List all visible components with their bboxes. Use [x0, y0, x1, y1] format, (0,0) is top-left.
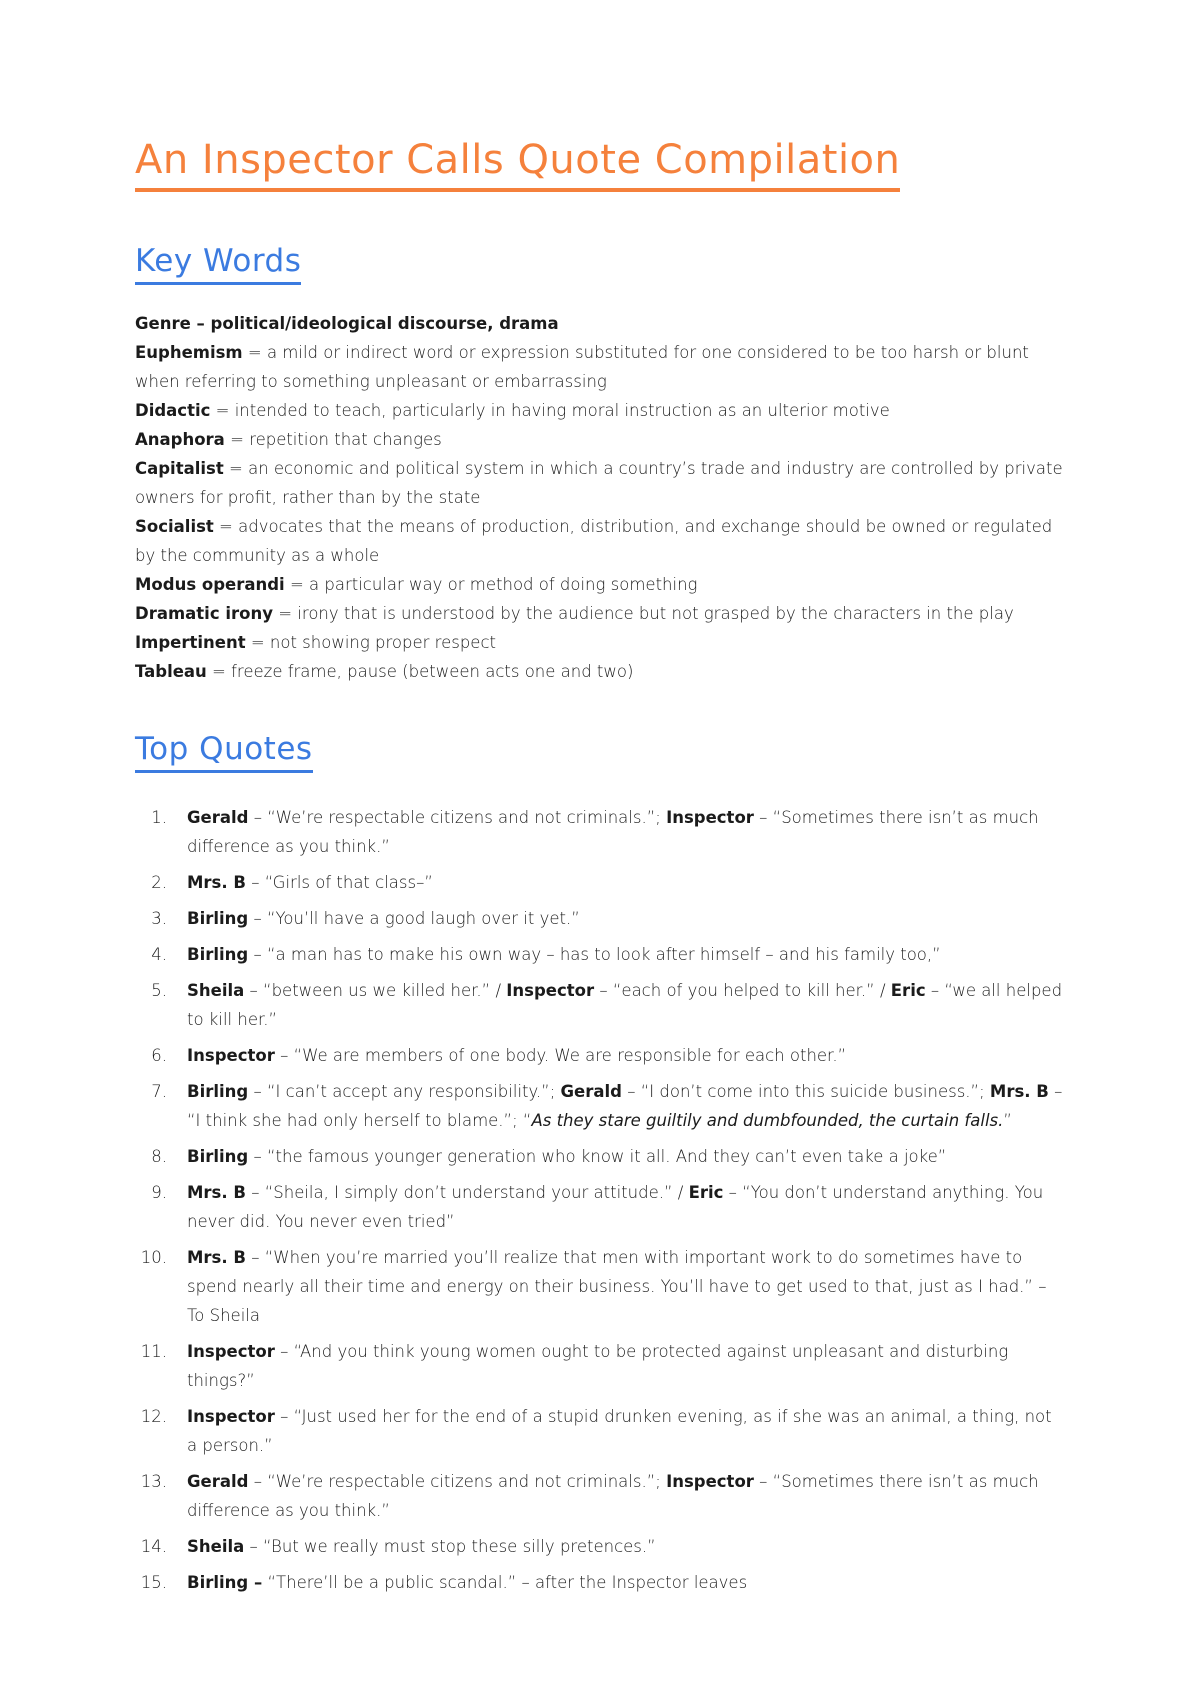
key-words-heading: Key Words — [135, 244, 301, 285]
quote-text: Inspector – “And you think young women ought to be protected against unpleasant and disturbing things?” — [187, 1342, 1009, 1391]
key-word-term: Tableau — [135, 662, 207, 682]
key-words-section — [135, 244, 1065, 686]
quote-number: 7. — [151, 1082, 167, 1102]
top-quotes-section — [135, 732, 1065, 1597]
key-word-term: Genre — [135, 314, 191, 334]
quote-text: Mrs. B – “Sheila, I simply don’t understand your attitude.” / Eric – “You don’t understand anything. You never did. You never even tried” — [187, 1183, 1044, 1232]
key-word-entry — [135, 628, 1065, 657]
quote-text: Inspector – “We are members of one body. We are responsible for each other.” — [187, 1046, 847, 1066]
quote-item — [135, 976, 1065, 1034]
quote-number: 14. — [140, 1537, 167, 1557]
quote-number: 6. — [151, 1046, 167, 1066]
quote-text: Mrs. B – “When you’re married you’ll realize that men with important work to do sometimes have to spend nearly all their time and energy on their business. You’ll have to get used to that, just as I had.” – To Sheila — [187, 1248, 1047, 1326]
key-word-entry — [135, 599, 1065, 628]
key-word-definition: – political/ideological discourse, drama — [190, 314, 559, 334]
quote-number: 4. — [151, 945, 167, 965]
key-word-definition: = a mild or indirect word or expression substituted for one considered to be too harsh or blunt when referring to something unpleasant or embarrassing — [135, 343, 1029, 392]
top-quotes-heading: Top Quotes — [135, 732, 313, 773]
key-word-definition: = freeze frame, pause (between acts one and two) — [206, 662, 634, 682]
top-quotes-list — [135, 803, 1065, 1597]
key-word-definition: = not showing proper respect — [245, 633, 496, 653]
key-word-entry — [135, 570, 1065, 599]
quote-item — [135, 1337, 1065, 1395]
quote-number: 15. — [140, 1573, 167, 1593]
quote-item — [135, 868, 1065, 897]
quote-item — [135, 1467, 1065, 1525]
quote-text: Birling – “I can’t accept any responsibility.”; Gerald – “I don’t come into this suicide business.”; Mrs. B – “I think she had only herself to blame.”; “As they stare guiltily and dumbfounded, the curtain falls.” — [187, 1082, 1063, 1131]
quote-number: 2. — [151, 873, 167, 893]
key-word-definition: = an economic and political system in which a country’s trade and industry are controlled by private owners for profit, rather than by the state — [135, 459, 1063, 508]
key-word-entry — [135, 454, 1065, 512]
key-word-entry — [135, 338, 1065, 396]
quote-text: Birling – “You’ll have a good laugh over it yet.” — [187, 909, 580, 929]
key-word-term: Euphemism — [135, 343, 243, 363]
quote-text: Sheila – “But we really must stop these silly pretences.” — [187, 1537, 656, 1557]
quote-text: Gerald – “We’re respectable citizens and not criminals.”; Inspector – “Sometimes there isn’t as much difference as you think.” — [187, 808, 1039, 857]
key-word-term: Socialist — [135, 517, 214, 537]
quote-number: 5. — [151, 981, 167, 1001]
key-word-entry — [135, 657, 1065, 686]
key-word-entry — [135, 512, 1065, 570]
quote-item — [135, 1178, 1065, 1236]
quote-number: 10. — [140, 1248, 167, 1268]
key-word-definition: = intended to teach, particularly in having moral instruction as an ulterior motive — [210, 401, 890, 421]
quote-item — [135, 1243, 1065, 1330]
key-word-definition: = advocates that the means of production, distribution, and exchange should be owned or regulated by the community as a whole — [135, 517, 1053, 566]
key-word-entry — [135, 425, 1065, 454]
key-word-term: Impertinent — [135, 633, 246, 653]
key-word-term: Anaphora — [135, 430, 225, 450]
quote-text: Birling – “There’ll be a public scandal.” – after the Inspector leaves — [187, 1573, 748, 1593]
key-word-term: Capitalist — [135, 459, 224, 479]
quote-text: Birling – “the famous younger generation who know it all. And they can’t even take a joke” — [187, 1147, 947, 1167]
quote-number: 9. — [151, 1183, 167, 1203]
quote-item — [135, 1532, 1065, 1561]
quote-text: Birling – “a man has to make his own way – has to look after himself – and his family too,” — [187, 945, 941, 965]
quote-text: Gerald – “We’re respectable citizens and not criminals.”; Inspector – “Sometimes there isn’t as much difference as you think.” — [187, 1472, 1039, 1521]
key-words-list — [135, 309, 1065, 686]
key-word-term: Didactic — [135, 401, 211, 421]
key-word-term: Modus operandi — [135, 575, 285, 595]
key-word-entry — [135, 396, 1065, 425]
page-title: An Inspector Calls Quote Compilation — [135, 138, 900, 192]
quote-item — [135, 1041, 1065, 1070]
quote-text: Inspector – “Just used her for the end of a stupid drunken evening, as if she was an animal, a thing, not a person.” — [187, 1407, 1052, 1456]
quote-number: 3. — [151, 909, 167, 929]
quote-item — [135, 1402, 1065, 1460]
quote-text: Sheila – “between us we killed her.” / Inspector – “each of you helped to kill her.” / Eric – “we all helped to kill her.” — [187, 981, 1063, 1030]
quote-number: 13. — [140, 1472, 167, 1492]
quote-item — [135, 904, 1065, 933]
key-word-definition: = a particular way or method of doing something — [284, 575, 698, 595]
quote-number: 8. — [151, 1147, 167, 1167]
quote-item — [135, 940, 1065, 969]
key-word-definition: = irony that is understood by the audience but not grasped by the characters in the play — [273, 604, 1014, 624]
quote-item — [135, 803, 1065, 861]
quote-text: Mrs. B – “Girls of that class–” — [187, 873, 433, 893]
key-word-definition: = repetition that changes — [224, 430, 442, 450]
quote-number: 1. — [151, 808, 167, 828]
key-word-entry — [135, 309, 1065, 338]
quote-item — [135, 1568, 1065, 1597]
title-block — [135, 138, 1065, 244]
key-word-term: Dramatic irony — [135, 604, 273, 624]
quote-item — [135, 1077, 1065, 1135]
quote-number: 12. — [140, 1407, 167, 1427]
quote-number: 11. — [140, 1342, 167, 1362]
quote-item — [135, 1142, 1065, 1171]
